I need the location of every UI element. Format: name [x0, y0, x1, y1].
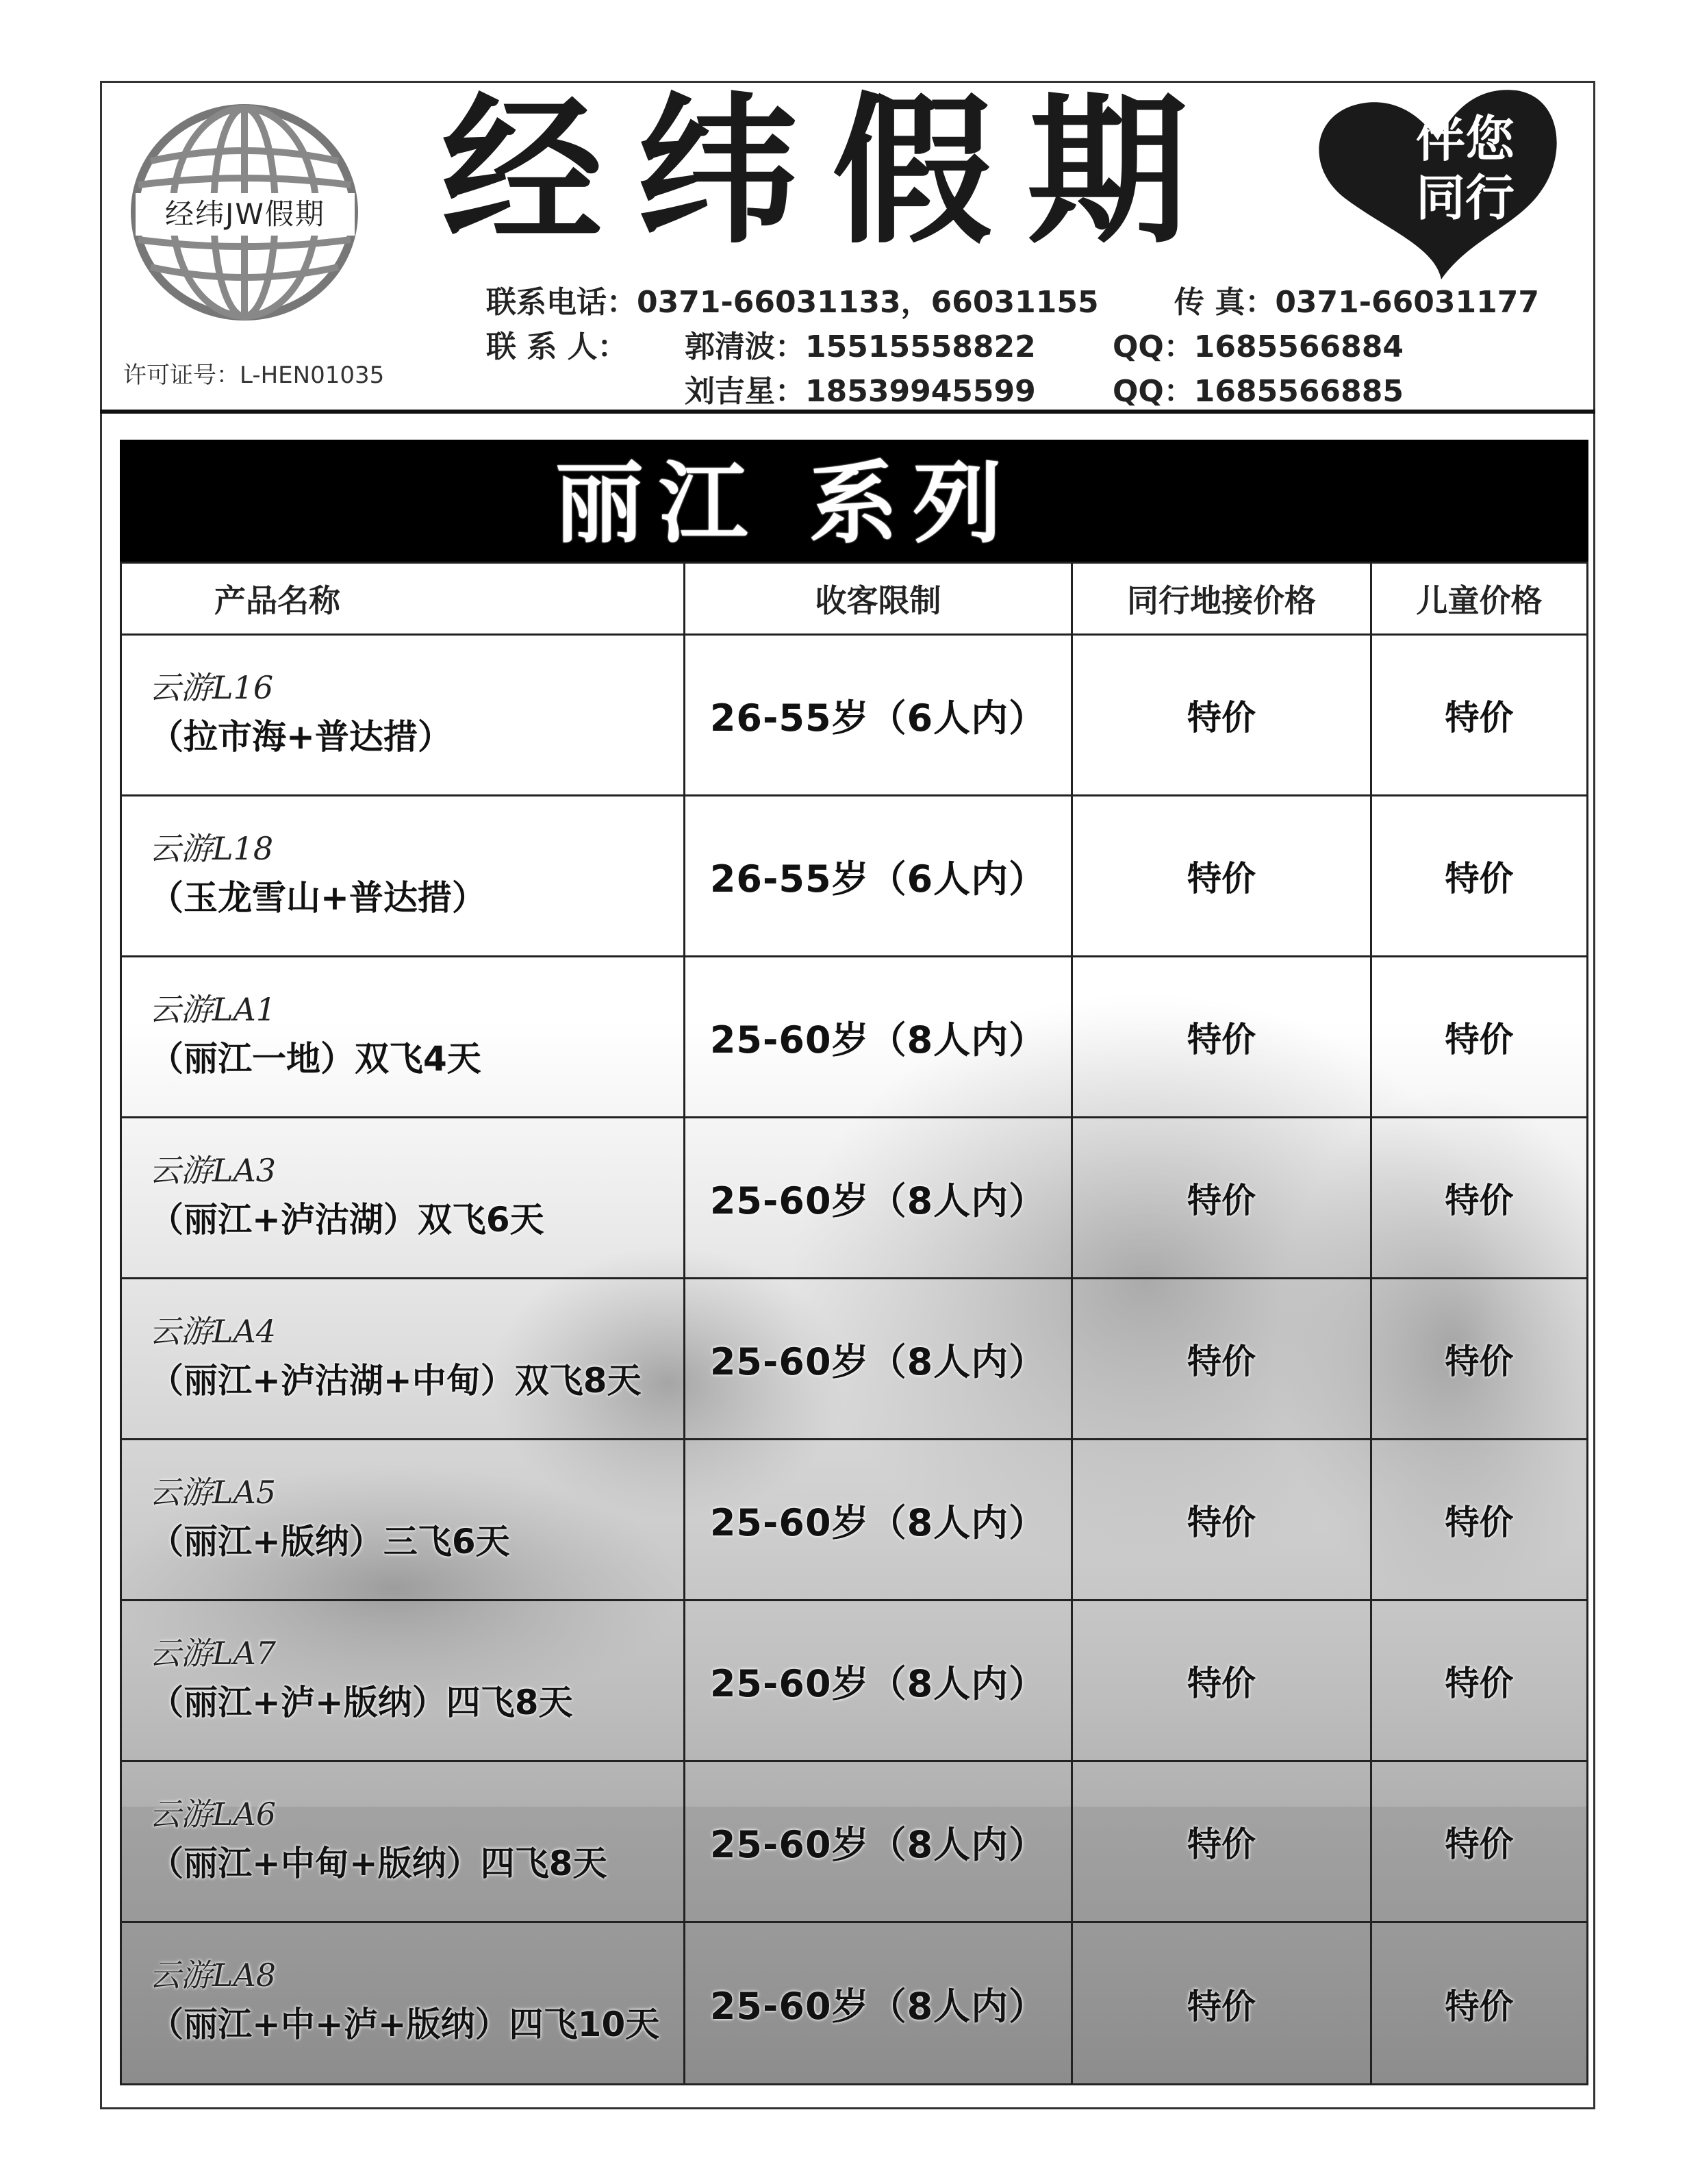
age-limit: 25-60岁（8人内） — [685, 1762, 1073, 1923]
product-code: 云游L16 — [149, 669, 274, 706]
agent-price: 特价 — [1073, 796, 1372, 957]
price-table — [120, 562, 1588, 2085]
slogan — [1397, 110, 1534, 227]
contact-person-2: 刘吉星：18539945599 — [685, 374, 1036, 409]
product-name: （丽江+中甸+版纳）四飞8天 — [149, 1844, 607, 1883]
header-child-price: 儿童价格 — [1372, 564, 1586, 636]
table-row-product — [122, 1923, 685, 2084]
table-row-product — [122, 957, 685, 1118]
child-price: 特价 — [1372, 636, 1586, 796]
child-price: 特价 — [1372, 1762, 1586, 1923]
fax-line: 传 真：0371-66031177 — [1174, 285, 1539, 320]
slogan-line-1: 伴您 — [1415, 110, 1515, 168]
brand-title: 经纬假期 — [442, 79, 1222, 266]
child-price: 特价 — [1445, 1986, 1514, 2026]
phone-line: 联系电话：0371-66031133，66031155 — [486, 285, 1099, 320]
age-limit: 25-60岁（8人内） — [685, 957, 1073, 1118]
age-limit: 25-60岁（8人内） — [685, 1923, 1073, 2084]
agent-price: 特价 — [1073, 636, 1372, 796]
product-name: （拉市海+普达措） — [149, 717, 452, 757]
contact-label: 联 系 人： — [486, 329, 628, 364]
agent-price: 特价 — [1073, 1601, 1372, 1762]
product-code: 云游LA5 — [149, 1474, 277, 1511]
product-name: （丽江+泸沽湖+中甸）双飞8天 — [149, 1361, 642, 1401]
product-code: 云游L18 — [149, 830, 274, 867]
age-limit: 25-60岁（8人内） — [685, 1440, 1073, 1601]
table-row-product — [122, 1601, 685, 1762]
agent-price: 特价 — [1073, 1279, 1372, 1440]
agent-price: 特价 — [1073, 1118, 1372, 1279]
header-agent-price: 同行地接价格 — [1073, 564, 1372, 636]
contact-person-1: 郭清波：15515558822 — [685, 329, 1036, 364]
age-limit: 25-60岁（8人内） — [685, 1118, 1073, 1279]
product-name: （玉龙雪山+普达措） — [149, 878, 486, 918]
section-title: 丽江 系列 — [555, 451, 1017, 555]
child-price: 特价 — [1372, 796, 1586, 957]
child-price: 特价 — [1372, 1440, 1586, 1601]
product-code: 云游LA7 — [149, 1635, 277, 1672]
logo-text: 经纬JW假期 — [136, 193, 355, 236]
child-price: 特价 — [1372, 1601, 1586, 1762]
age-limit: 25-60岁（8人内） — [685, 1279, 1073, 1440]
age-limit: 25-60岁（8人内） — [685, 1601, 1073, 1762]
table-row-product — [122, 1118, 685, 1279]
product-code: 云游LA4 — [149, 1313, 277, 1350]
product-name: （丽江+泸+版纳）四飞8天 — [149, 1683, 573, 1722]
product-name: （丽江+版纳）三飞6天 — [149, 1522, 510, 1561]
slogan-line-2: 同行 — [1415, 169, 1515, 227]
table-row-product — [122, 796, 685, 957]
agent-price: 特价 — [1073, 1923, 1372, 2084]
header-divider — [100, 410, 1595, 414]
product-code: 云游LA6 — [149, 1796, 277, 1833]
product-code: 云游LA8 — [149, 1957, 277, 1994]
child-price: 特价 — [1372, 1279, 1586, 1440]
table-row-product — [122, 1762, 685, 1923]
product-code: 云游LA3 — [149, 1152, 277, 1189]
child-price: 特价 — [1372, 1118, 1586, 1279]
agent-price: 特价 — [1073, 1440, 1372, 1601]
qq-1: QQ：1685566884 — [1113, 329, 1404, 364]
age-limit: 26-55岁（6人内） — [685, 636, 1073, 796]
agent-price: 特价 — [1073, 1762, 1372, 1923]
license-number: 许可证号：L-HEN01035 — [123, 362, 385, 389]
product-name: （丽江一地）双飞4天 — [149, 1039, 481, 1079]
child-price: 特价 — [1372, 957, 1586, 1118]
header-product-name: 产品名称 — [122, 564, 685, 636]
age-limit: 26-55岁（6人内） — [685, 796, 1073, 957]
table-row-product — [122, 1279, 685, 1440]
table-grid — [122, 564, 1586, 2083]
table-row-product — [122, 1440, 685, 1601]
agent-price: 特价 — [1073, 957, 1372, 1118]
qq-2: QQ：1685566885 — [1113, 374, 1404, 409]
product-name: （丽江+泸沽湖）双飞6天 — [149, 1200, 544, 1240]
product-code: 云游LA1 — [149, 991, 277, 1028]
product-name: （丽江+中+泸+版纳）四飞10天 — [149, 2005, 660, 2044]
table-row-product — [122, 636, 685, 796]
header-age-limit: 收客限制 — [685, 564, 1073, 636]
